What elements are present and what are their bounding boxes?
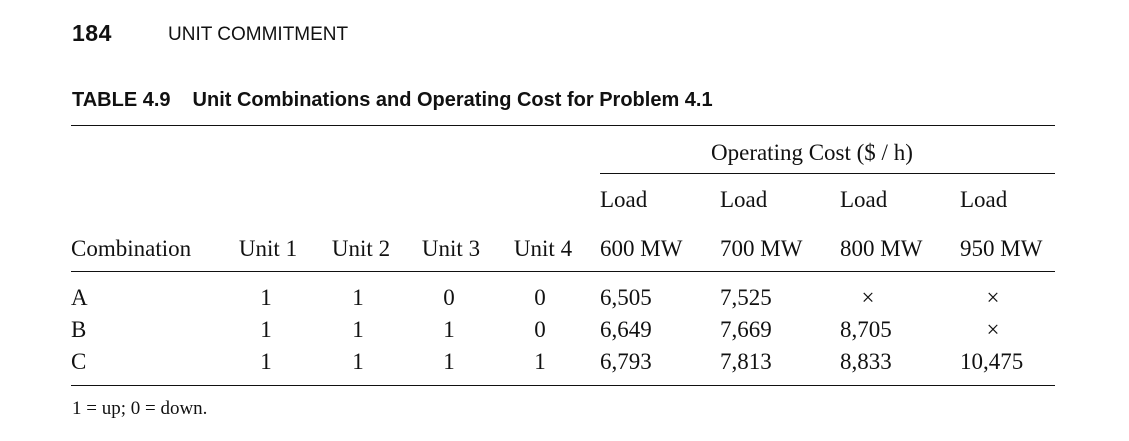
page-number: 184	[72, 20, 112, 46]
row-b-unit-4: 0	[534, 317, 546, 342]
table-footnote: 1 = up; 0 = down.	[72, 398, 208, 419]
row-c-700mw: 7,813	[720, 349, 772, 374]
row-c-950mw: 10,475	[960, 349, 1024, 374]
header-rule	[71, 271, 1055, 272]
header-700mw: 700 MW	[720, 236, 803, 261]
header-unit-1: Unit 1	[238, 236, 298, 261]
group-rule	[600, 173, 1055, 174]
table-label: TABLE 4.9	[72, 89, 171, 111]
bottom-rule	[71, 385, 1055, 386]
row-a-unit-1: 1	[260, 285, 272, 310]
running-head: UNIT COMMITMENT	[168, 24, 349, 45]
load-label-700: Load	[720, 187, 768, 212]
row-b-800mw: 8,705	[840, 317, 892, 342]
row-b-unit-1: 1	[260, 317, 272, 342]
row-a-800mw: ×	[861, 285, 875, 310]
row-b-700mw: 7,669	[720, 317, 772, 342]
row-a-combination: A	[71, 285, 88, 310]
row-a-unit-4: 0	[534, 285, 546, 310]
top-rule	[71, 125, 1055, 126]
header-unit-4: Unit 4	[513, 236, 573, 261]
row-c-unit-4: 1	[534, 349, 546, 374]
group-header: Operating Cost ($ / h)	[711, 140, 913, 165]
header-unit-2: Unit 2	[331, 236, 391, 261]
row-c-unit-1: 1	[260, 349, 272, 374]
row-a-unit-2: 1	[352, 285, 364, 310]
header-950mw: 950 MW	[960, 236, 1043, 261]
row-b-unit-2: 1	[352, 317, 364, 342]
row-a-700mw: 7,525	[720, 285, 772, 310]
row-b-950mw: ×	[986, 317, 1000, 342]
row-a-600mw: 6,505	[600, 285, 652, 310]
row-c-unit-3: 1	[443, 349, 455, 374]
row-b-combination: B	[71, 317, 87, 342]
row-c-unit-2: 1	[352, 349, 364, 374]
header-600mw: 600 MW	[600, 236, 683, 261]
row-b-600mw: 6,649	[600, 317, 652, 342]
row-c-800mw: 8,833	[840, 349, 892, 374]
row-c-combination: C	[71, 349, 87, 374]
table-title: Unit Combinations and Operating Cost for Problem 4.1	[192, 89, 713, 111]
header-unit-3: Unit 3	[421, 236, 481, 261]
table-caption	[72, 89, 713, 112]
row-b-unit-3: 1	[443, 317, 455, 342]
load-label-950: Load	[960, 187, 1008, 212]
load-label-600: Load	[600, 187, 648, 212]
row-c-600mw: 6,793	[600, 349, 652, 374]
header-combination: Combination	[71, 236, 192, 261]
row-a-unit-3: 0	[443, 285, 455, 310]
row-a-950mw: ×	[986, 285, 1000, 310]
load-label-800: Load	[840, 187, 888, 212]
header-800mw: 800 MW	[840, 236, 923, 261]
